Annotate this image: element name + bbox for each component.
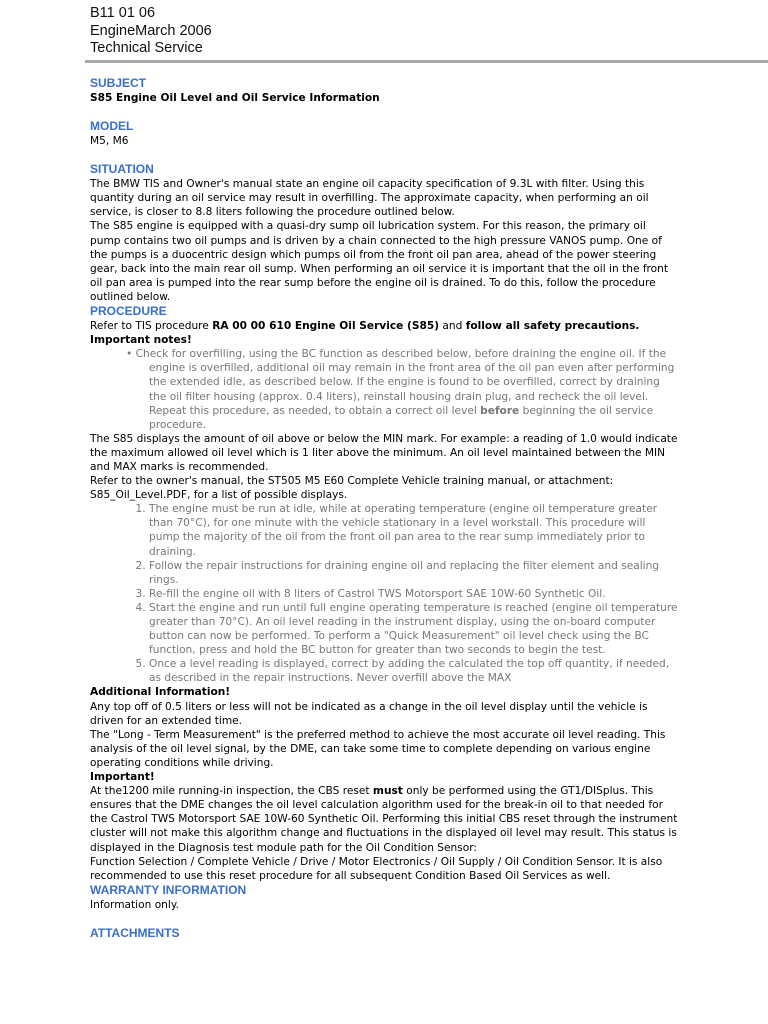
- bulletin-category-date: EngineMarch 2006: [90, 22, 212, 39]
- refer-paragraph: Refer to the owner's manual, the ST505 M5 E60 Complete Vehicle training manual, or attachment: S85_Oil_Level.PDF, for a list of possible displays.: [90, 475, 614, 502]
- attachments-heading: ATTACHMENTS: [90, 925, 180, 940]
- situation-paragraph-2: The S85 engine is equipped with a quasi-dry sump oil lubrication system. For this reason, the primary oil pump contains two oil pumps and is driven by a chain connected to the high pressure VANOS pump. One of the pumps is a duocentric design which pumps oil from the front oil pan area, ahead of the power steering gear, back into the main rear oil sump. When performing an oil service it is important that the oil in the front oil pan area is pumped into the rear sump before the engine oil is drained. To do this, follow the procedure outlined below.: [90, 220, 669, 303]
- cbs-emphasis: must: [372, 785, 403, 798]
- tis-procedure-ref: RA 00 00 610 Engine Oil Service (S85): [212, 320, 440, 333]
- bullet-emphasis: before: [480, 404, 520, 417]
- spacer: [90, 148, 678, 162]
- bulletin-content: [90, 76, 678, 941]
- bullet-dot-icon: •: [126, 348, 136, 361]
- spacer: [90, 105, 678, 119]
- procedure-intro-and: and: [439, 320, 466, 333]
- long-term-paragraph: The "Long - Term Measurement" is the preferred method to achieve the most accurate oil level reading. This analysis of the oil level signal, by the DME, can take some time to complete depending on various engine operating conditions while driving.: [90, 728, 666, 769]
- procedure-intro: [90, 319, 678, 333]
- bulletin-number: B11 01 06: [90, 5, 156, 21]
- subject-text: S85 Engine Oil Level and Oil Service Information: [90, 92, 380, 104]
- top-off-paragraph: Any top off of 0.5 liters or less will not be indicated as a change in the oil level display until the vehicle is driven for an extended time.: [90, 700, 648, 727]
- model-heading: MODEL: [90, 119, 134, 134]
- spacer: [90, 912, 678, 926]
- bulletin-type: Technical Service: [90, 40, 203, 56]
- situation-paragraph-1: The BMW TIS and Owner's manual state an engine oil capacity specification of 9.3L with filter. Using this quantity during an oil service may result in overfilling. The approximate capacity, when performing an oil service, is closer to 8.8 liters following the procedure outlined below.: [90, 178, 649, 219]
- cbs-text: At the1200 mile running-in inspection, the CBS reset: [90, 785, 373, 798]
- bullet-text-end: beginning the oil service procedure.: [149, 404, 654, 431]
- safety-precautions: follow all safety precautions.: [465, 320, 640, 333]
- warranty-text: Information only.: [90, 898, 179, 911]
- procedure-intro-text: Refer to TIS procedure: [90, 320, 213, 333]
- diagnosis-path-paragraph: Function Selection / Complete Vehicle / Drive / Motor Electronics / Oil Supply / Oil Condition Sensor. It is also recommended to use this reset procedure for all subsequent Condition Based Oil Services as well.: [90, 855, 663, 882]
- subject-heading: SUBJECT: [90, 76, 147, 90]
- situation-heading: SITUATION: [90, 162, 154, 177]
- procedure-step: 4. Start the engine and run until full engine operating temperature is reached (engine oil temperature greater than 70°C). An oil level reading in the instrument display, using the on-board computer button can now be performed. To perform a "Quick Measurement" oil level check using the BC function, press and hold the BC button for greater than two seconds to begin the test.: [149, 601, 678, 657]
- procedure-step: 1. The engine must be run at idle, while at operating temperature (engine oil temperature greater than 70°C), for one minute with the vehicle stationary in a level workstall. This procedure will pump the majority of the oil from the front oil pan area to the rear sump immediately prior to draining.: [149, 502, 678, 558]
- procedure-heading: PROCEDURE: [90, 304, 167, 319]
- procedure-steps: [90, 502, 678, 685]
- bullet-text: Check for overfilling, using the BC function as described below, before draining the engine oil. If the engine is overfilled, additional oil may remain in the front area of the oil pan even after performing the extended idle, as described below. If the engine is found to be overfilled, correct by draining the oil filter housing (approx. 0.4 liters), reinstall housing drain plug, and recheck the oil level. Repeat this procedure, as needed, to obtain a correct oil level: [135, 348, 675, 417]
- important-note-bullet: [126, 347, 678, 432]
- procedure-step: 3. Re-fill the engine oil with 8 liters of Castrol TWS Motorsport SAE 10W-60 Synthetic Oil.: [149, 587, 678, 601]
- important-notes-heading: Important notes!: [90, 334, 192, 347]
- additional-info-heading: Additional Information!: [90, 686, 231, 699]
- cbs-reset-paragraph: [90, 784, 678, 854]
- header-divider: [85, 60, 768, 63]
- cbs-text-end: only be performed using the GT1/DISplus. This ensures that the DME changes the oil level calculation algorithm used for the break-in oil to that needed for the Castrol TWS Motorsport SAE 10W-60 Synthetic Oil. Performing this initial CBS reset through the instrument cluster will not make this algorithm change and fluctuations in the displayed oil level may result. This status is displayed in the Diagnosis test module path for the Oil Condition Sensor:: [90, 785, 678, 854]
- procedure-step: 5. Once a level reading is displayed, correct by adding the calculated the top off quantity, if needed, as described in the repair instructions. Never overfill above the MAX: [149, 657, 678, 685]
- warranty-heading: WARRANTY INFORMATION: [90, 882, 247, 897]
- important-heading: Important!: [90, 771, 155, 784]
- procedure-step: 2. Follow the repair instructions for draining engine oil and replacing the filter element and sealing rings.: [149, 559, 678, 587]
- document-header: [90, 5, 212, 58]
- min-mark-paragraph: The S85 displays the amount of oil above or below the MIN mark. For example: a reading of 1.0 would indicate the maximum allowed oil level which is 1 liter above the minimum. An oil level maintained between the MIN and MAX marks is recommended.: [90, 432, 678, 473]
- model-text: M5, M6: [90, 135, 129, 148]
